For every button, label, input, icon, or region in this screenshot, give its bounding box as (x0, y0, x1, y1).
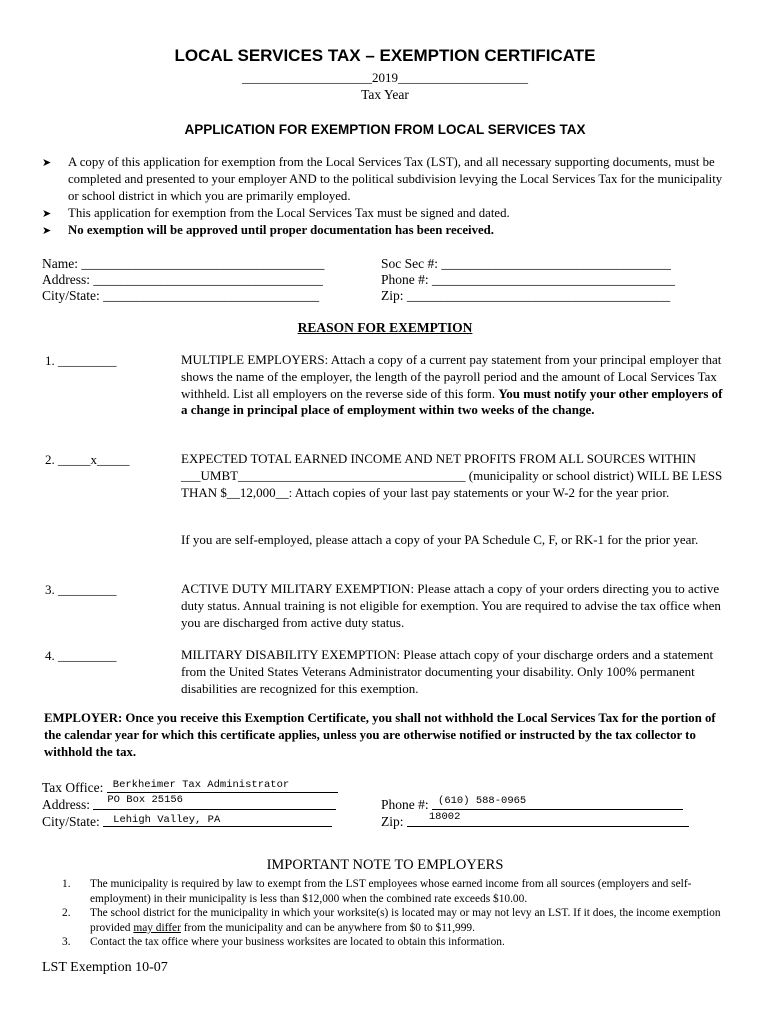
zip-row (381, 288, 670, 304)
reason-1-checkbox-field[interactable]: 1. _________ (45, 353, 117, 368)
important-note-item (62, 935, 722, 950)
address-row (42, 272, 323, 288)
application-subtitle: APPLICATION FOR EXEMPTION FROM LOCAL SERVICES TAX (184, 122, 586, 137)
instruction-text: A copy of this application for exemption from the Local Services Tax (LST), and all necessary supporting documents, must be completed and presented to your employer AND to the political subdivision levying the Local Services Tax for the municipality or school district in which you are primarily employed. (68, 155, 723, 203)
phone-row (381, 272, 675, 288)
document-title: LOCAL SERVICES TAX – EXEMPTION CERTIFICATE (174, 46, 596, 65)
reason-1-notice: You must notify your other employers of a change in principal place of employment within two weeks of the change. (181, 385, 723, 418)
reason-4-checkbox-field[interactable]: 4. _________ (45, 648, 117, 663)
name-field[interactable]: ____________________________________ (81, 256, 325, 271)
form-footer-id: LST Exemption 10-07 (42, 960, 168, 975)
ssn-row (381, 256, 671, 272)
tax-office-label: Tax Office: (42, 780, 107, 795)
office-phone-value: (610) 588-0965 (438, 795, 527, 807)
note-number: 3. (62, 936, 71, 949)
arrow-bullet-icon: ➤ (42, 207, 52, 220)
reason-2-checkbox-field[interactable]: 2. _____x_____ (45, 452, 130, 467)
instruction-text: No exemption will be approved until proper documentation has been received. (68, 223, 494, 237)
office-zip-value: 18002 (428, 811, 461, 823)
reason-1-text (181, 352, 729, 419)
important-note-item (62, 906, 722, 935)
city-state-label: City/State: (42, 288, 104, 303)
reason-2-description: EXPECTED TOTAL EARNED INCOME AND NET PROFITS FROM ALL SOURCES WITHIN ___UMBT___________________________________ (municipality or school district) WILL BE LESS THAN $__12,000__: Attach copies of your last pay statements or your W-2 for the year prior. (181, 451, 723, 500)
reason-4-description: MILITARY DISABILITY EXEMPTION: Please attach copy of your discharge orders and a statement from the United States Veterans Administrator documenting your disability. Only 100% permanent disabilities are recognized for this exemption. (181, 647, 714, 696)
note-underlined-text: may differ (133, 921, 181, 934)
note-number: 1. (62, 878, 71, 890)
note-text: Contact the tax office where your business worksites are located to obtain this information. (90, 936, 505, 949)
tax-year-field[interactable]: ____________________2019____________________ (242, 70, 528, 85)
note-text: The municipality is required by law to exempt from the LST employees whose earned income from all sources (employers and self-employment) in their municipality is less than $12,000 when the combined rate exceeds $10.00. (90, 878, 692, 905)
office-city-row (42, 811, 332, 830)
instruction-text: This application for exemption from the Local Services Tax must be signed and dated. (68, 206, 510, 220)
office-zip-label: Zip: (381, 814, 407, 829)
zip-field[interactable]: _______________________________________ (406, 288, 671, 303)
zip-label: Zip: (381, 288, 407, 303)
tax-office-field[interactable] (107, 778, 338, 793)
important-note-item (62, 877, 722, 906)
office-phone-field[interactable] (432, 795, 683, 810)
arrow-bullet-icon: ➤ (42, 224, 52, 237)
arrow-bullet-icon: ➤ (42, 156, 52, 169)
instruction-item (42, 154, 732, 205)
address-label: Address: (42, 272, 94, 287)
name-label: Name: (42, 256, 82, 271)
instruction-item (42, 205, 732, 222)
office-address-value: PO Box 25156 (107, 794, 183, 806)
note-text-start: The school district for the municipality in which your worksite(s) is located may or may not levy an LST. If it does, the income exemption provided (90, 907, 721, 934)
office-address-label: Address: (42, 797, 94, 812)
address-field[interactable]: __________________________________ (93, 272, 323, 287)
reason-2-self-employed-note: If you are self-employed, please attach a copy of your PA Schedule C, F, or RK-1 for the prior year. (181, 532, 699, 547)
instruction-item (42, 222, 732, 239)
note-text-end: from the municipality and can be anywhere from $0 to $11,999. (180, 921, 475, 934)
office-city-value: Lehigh Valley, PA (113, 814, 221, 826)
tax-year-label: Tax Year (361, 87, 409, 102)
reason-3-description: ACTIVE DUTY MILITARY EXEMPTION: Please attach a copy of your orders directing you to active duty status. Annual training is not eligible for exemption. You are required to advise the tax office when you are discharged from active duty status. (181, 581, 721, 630)
tax-office-value: Berkheimer Tax Administrator (112, 779, 290, 791)
reason-1-description: MULTIPLE EMPLOYERS: Attach a copy of a current pay statement from your principal employer that shows the name of the employer, the length of the payroll period and the amount of Local Services Tax withheld. List all employers on the reverse side of this form. (181, 352, 722, 401)
employer-note: EMPLOYER: Once you receive this Exemption Certificate, you shall not withhold the Local Services Tax for the portion of the calendar year for which this certificate applies, unless you are otherwise notified or instructed by the tax collector to withhold the tax. (44, 711, 716, 759)
office-zip-row (381, 811, 689, 830)
office-phone-label: Phone #: (381, 797, 433, 812)
city-state-row (42, 288, 319, 304)
important-note-title: IMPORTANT NOTE TO EMPLOYERS (266, 857, 504, 873)
note-number: 2. (62, 907, 71, 920)
note-text (90, 906, 722, 935)
office-zip-field[interactable] (407, 812, 689, 827)
reason-heading: REASON FOR EXEMPTION (297, 320, 473, 335)
phone-label: Phone #: (381, 272, 433, 287)
city-state-field[interactable]: ________________________________ (103, 288, 320, 303)
instructions-list (42, 154, 732, 239)
office-city-label: City/State: (42, 814, 104, 829)
ssn-field[interactable]: __________________________________ (441, 256, 671, 271)
name-row (42, 256, 324, 272)
office-city-field[interactable] (103, 812, 332, 827)
reason-3-checkbox-field[interactable]: 3. _________ (45, 582, 117, 597)
ssn-label: Soc Sec #: (381, 256, 442, 271)
office-address-field[interactable] (93, 795, 336, 810)
important-note-list (62, 877, 722, 950)
phone-field[interactable]: ____________________________________ (432, 272, 676, 287)
